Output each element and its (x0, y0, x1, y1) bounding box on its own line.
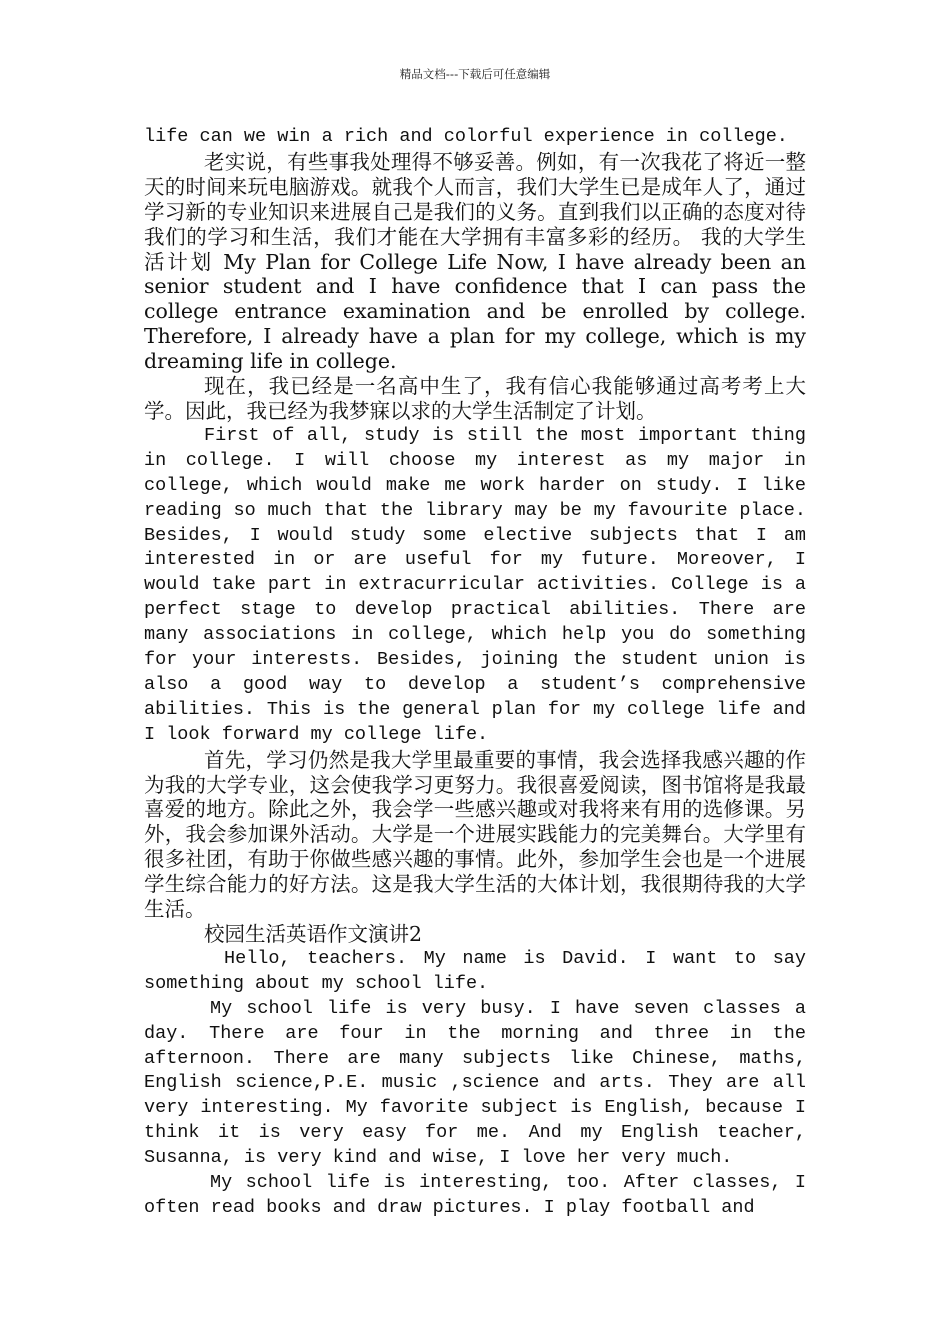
document-body (144, 125, 806, 1221)
paragraph-busy-life: My school life is very busy. I have seven classes a day. There are four in the morning and three in the afternoon. There are many subjects like Chinese, maths, English science,P.E. music ,science and arts. They are all very interesting. My favorite subject is English, because I think it is very easy for me. And my English teacher, Susanna, is very kind and wise, I love her very much. (144, 997, 806, 1169)
page-header: 精品文档---下载后可任意编辑 (399, 67, 551, 81)
paragraph-greeting: Hello, teachers. My name is David. I want to say something about my school life. (144, 947, 806, 994)
paragraph-chinese-reflection: 老实说，有些事我处理得不够妥善。例如，有一次我花了将近一整天的时间来玩电脑游戏。就我个人而言，我们大学生已是成年人了，通过学习新的专业知识来进展自己是我们的义务。直到我们以正确的态度对待我们的学习和生活，我们才能在大学拥有丰富多彩的经历。 我的大学生活计划 My Plan for College Life Now, I have already been an senior student and I have confidence that I can pass the college entrance examination and be enrolled by college. Therefore, I already have a plan for my college, which is my dreaming life in college. (144, 149, 806, 374)
paragraph-chinese-plan-intro: 现在，我已经是一名高中生了，我有信心我能够通过高考考上大学。因此，我已经为我梦寐以求的大学生活制定了计划。 (144, 374, 806, 423)
paragraph-english-plan: First of all, study is still the most important thing in college. I will choose my interest as my major in college, which would make me work harder on study. I like reading so much that the library may be my favourite place. Besides, I would study some elective subjects that I am interested in or are useful for my future. Moreover, I would take part in extracurricular activities. College is a perfect stage to develop practical abilities. There are many associations in college, which help you do something for your interests. Besides, joining the student union is also a good way to develop a student’s comprehensive abilities. This is the general plan for my college life and I look forward my college life. (144, 424, 806, 745)
section-heading: 校园生活英语作文演讲2 (204, 922, 423, 946)
paragraph-chinese-plan: 首先，学习仍然是我大学里最重要的事情，我会选择我感兴趣的作为我的大学专业，这会使我学习更努力。我很喜爱阅读，图书馆将是我最喜爱的地方。除此之外，我会学一些感兴趣或对我将来有用的选修课。另外，我会参加课外活动。大学是一个进展实践能力的完美舞台。大学里有很多社团，有助于你做些感兴趣的事情。此外，参加学生会也是一个进展学生综合能力的好方法。这是我大学生活的大体计划，我很期待我的大学生活。 (144, 747, 806, 922)
paragraph-interesting-life: My school life is interesting, too. After classes, I often read books and draw pictures. I play football and (144, 1172, 806, 1218)
paragraph-continuation: life can we win a rich and colorful experience in college. (144, 126, 788, 147)
